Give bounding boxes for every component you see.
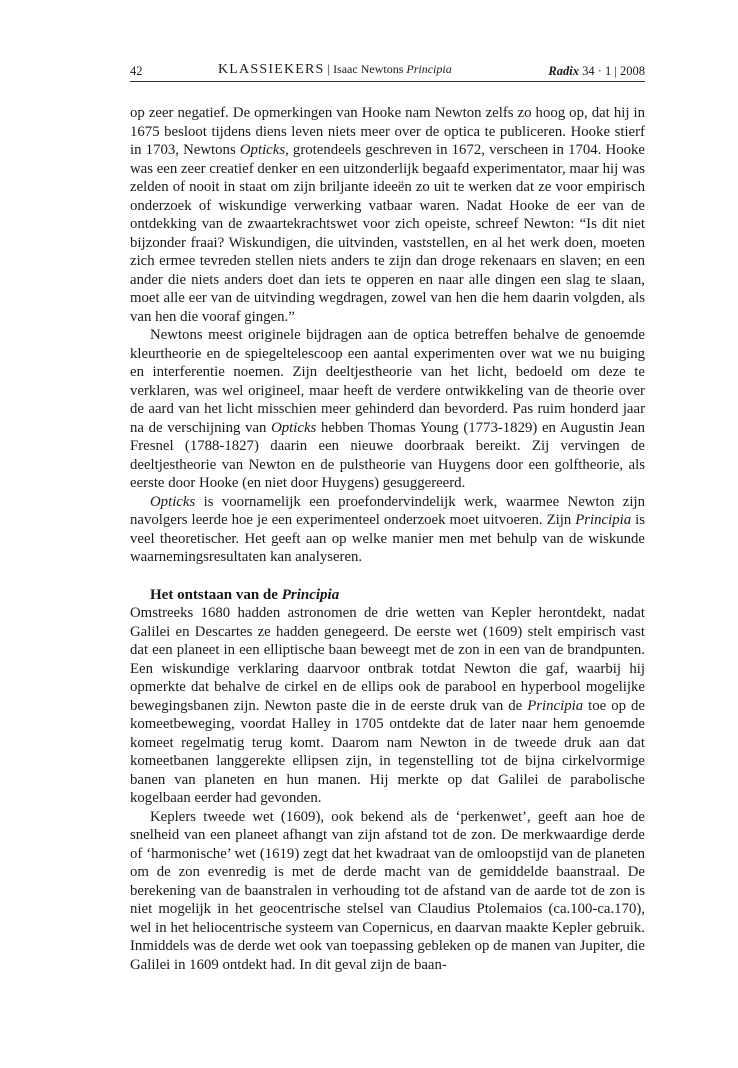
article-subtitle-italic: Principia — [406, 62, 452, 76]
section-heading — [150, 586, 645, 605]
italic-title: Opticks — [239, 142, 286, 158]
paragraph — [130, 604, 645, 808]
paragraph-text: toe op de komeetbeweging, voordat Halley in 1705 ontdekte dat de later naar hem genoemde komeet regelmatig terug komt. Daarom nam Newton in de tweede druk aan dat komeetbanen langgerekte ellipsen zijn, in tegenstelling tot de bijna cirkelvormige banen van planeten en hun manen. Hij merkte op dat Galilei de parabolische kogelbaan eerder had gevonden. — [130, 697, 645, 806]
paragraph-text: , grotendeels geschreven in 1672, verscheen in 1704. Hooke was een zeer creatief denker en een uitzonderlijk begaafd experimentator, maar hij was zelden of nooit in staat om zijn briljante ideeën zo uit te werken dat ze voor empirisch onderzoek of wiskundige verwerking vatbaar waren. Nadat Hooke de eer van de ontdekking van de zwaartekrachtswet voor zich opeiste, schreef Newton: “Is dit niet bijzonder fraai? Wiskundigen, die uitvinden, vaststellen, en al het werk doen, moeten zich ermee tevreden stellen niets anders te zijn dan droge rekenaars en slaven; en een ander die niets anders doet dan iets te opperen en naar alle dingen een slag te slaan, moet alle eer van de uitvinding wegdragen, zowel van hen die hem daarin volgden, als van hen die vooraf gingen.” — [130, 142, 645, 325]
section-kicker: KLASSIEKERS — [218, 62, 325, 77]
running-title — [218, 62, 452, 78]
journal-name: Radix — [548, 64, 579, 78]
paragraph-text: Omstreeks 1680 hadden astronomen de drie wetten van Kepler herontdekt, nadat Galilei en Descartes ze hadden genegeerd. De eerste wet (1609) stelt empirisch vast dat een planeet in een elliptische baan beweegt met de zon in een van de brandpunten. Een wiskundige verklaring daarvoor ontbrak totdat Newton die gaf, waarbij hij opmerkte dat behalve de cirkel en de ellips ook de parabool en hyperbool mogelijke bewegingsbanen zijn. Newton paste die in de eerste druk van de — [130, 605, 645, 714]
section-heading-italic: Principia — [281, 586, 340, 603]
page-number: 42 — [130, 64, 143, 78]
article-body — [130, 104, 645, 974]
paragraph — [130, 326, 645, 493]
paragraph-text: Keplers tweede wet (1609), ook bekend als de ‘perkenwet’, geeft aan hoe de snelheid van een planeet afhangt van zijn afstand tot de zon. De merkwaardige derde of ‘harmonische’ wet (1619) zegt dat het kwadraat van de omloopstijd van de planeten om de zon evenredig is met de derde macht van de gemiddelde baanstraal. De berekening van de baanstralen in verhouding tot de afstand van de aarde tot de zon is niet mogelijk in het geocentrische stelsel van Claudius Ptolemaios (ca.100-ca.170), wel in het heliocentrische systeem van Copernicus, en daarvan maakte Kepler gebruik. Inmiddels was de derde wet ook van toepassing gebleken op de manen van Jupiter, die Galilei in 1609 ontdekt had. In dit geval zijn de baan- — [130, 808, 645, 973]
article-subtitle — [333, 62, 452, 76]
paragraph-text: op zeer negatief. De opmerkingen van Hooke nam Newton zelfs zo hoog op, dat hij in 1675 besloot tijdens diens leven niets meer over de optica te publiceren. Hooke stierf in 1703, Newtons — [130, 105, 645, 158]
paragraph-text: is voornamelijk een proefondervindelijk werk, waarmee Newton zijn navolgers leerde hoe je een experimenteel onderzoek moet uitvoeren. Zijn — [130, 493, 645, 528]
article-subtitle-prefix: Isaac Newtons — [333, 62, 407, 76]
paragraph-text: Newtons meest originele bijdragen aan de optica betreffen behalve de genoemde kleurtheorie en de spiegeltelescoop een aantal experimenten over wat we nu buiging en interferentie noemen. Zijn deeltjestheorie van het licht, bedoeld om deze te verklaren, was wel origineel, maar heeft de verdere ontwikkeling van de theorie over de aard van het licht misschien meer gehinderd dan bevorderd. Pas ruim honderd jaar na de verschijning van — [130, 327, 645, 436]
header-rule — [130, 81, 645, 82]
paragraph-text: is veel theoretischer. Het geeft aan op welke manier men met behulp van de wiskunde waarnemingsresultaten kan analyseren. — [130, 512, 646, 565]
header-separator: | — [327, 62, 331, 76]
journal-issue — [548, 64, 645, 79]
issue-number: 34 · 1 | 2008 — [582, 64, 645, 78]
paragraph — [130, 808, 645, 975]
running-header — [130, 60, 645, 80]
italic-title: Opticks — [150, 493, 196, 510]
italic-title: Principia — [575, 512, 632, 528]
italic-title: Principia — [527, 697, 584, 714]
section-heading-text: Het ontstaan van de — [150, 586, 282, 603]
paragraph-text: hebben Thomas Young (1773-1829) en Augustin Jean Fresnel (1788-1827) daarin een nieuwe doorbraak bereikt. Zij vervingen de deeltjestheorie van Newton en de pulstheorie van Huygens door een golftheorie, als eerste door Hooke (en niet door Huygens) gesuggereerd. — [130, 419, 645, 491]
italic-title: Opticks — [271, 419, 317, 436]
paragraph — [130, 493, 645, 567]
paragraph — [130, 104, 645, 326]
